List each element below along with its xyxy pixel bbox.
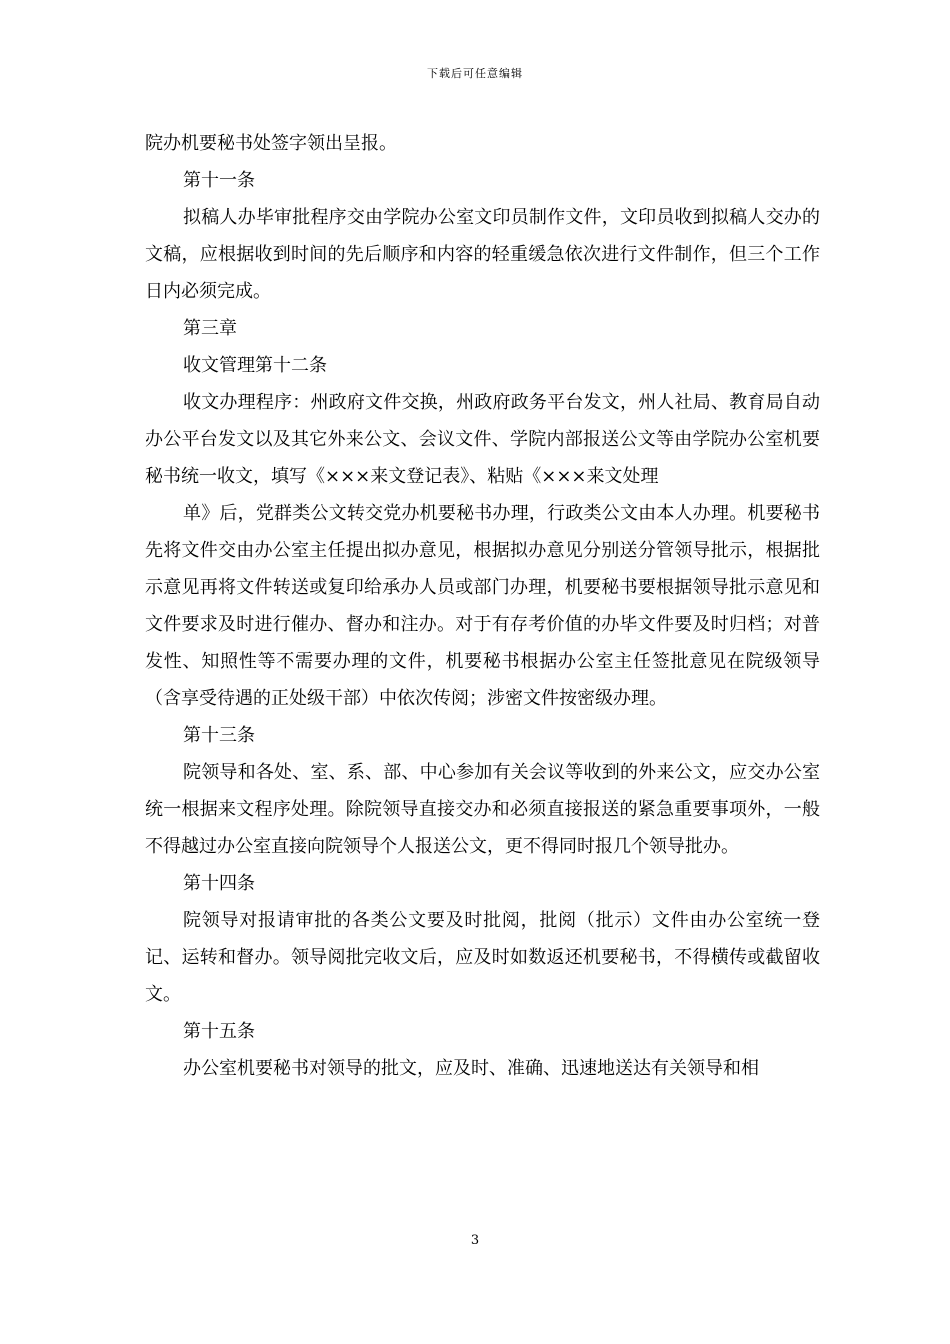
page-header: 下载后可任意编辑 [427, 67, 523, 80]
article-heading: 第十三条 [183, 725, 255, 746]
paragraph: 办公室机要秘书对领导的批文，应及时、准确、迅速地送达有关领导和相 [183, 1058, 759, 1079]
document-body [145, 125, 820, 1087]
paragraph: 院领导对报请审批的各类公文要及时批阅，批阅（批示）文件由办公室统一登记、运转和督办。领导阅批完收文后，应及时如数返还机要秘书，不得横传或截留收文。 [145, 910, 820, 1005]
article-heading: 第十四条 [183, 873, 255, 894]
paragraph: 院领导和各处、室、系、部、中心参加有关会议等收到的外来公文，应交办公室统一根据来文程序处理。除院领导直接交办和必须直接报送的紧急重要事项外，一般不得越过办公室直接向院领导个人报送公文，更不得同时报几个领导批办。 [145, 762, 820, 857]
paragraph: 收文办理程序：州政府文件交换，州政府政务平台发文，州人社局、教育局自动办公平台发文以及其它外来公文、会议文件、学院内部报送公文等由学院办公室机要秘书统一收文，填写《×××来文登记表》、粘贴《×××来文处理 [145, 392, 820, 487]
chapter-heading: 第三章 [183, 318, 237, 339]
paragraph: 单》后，党群类公文转交党办机要秘书办理，行政类公文由本人办理。机要秘书先将文件交由办公室主任提出拟办意见，根据拟办意见分别送分管领导批示，根据批示意见再将文件转送或复印给承办人员或部门办理，机要秘书要根据领导批示意见和文件要求及时进行催办、督办和注办。对于有存考价值的办毕文件要及时归档；对普发性、知照性等不需要办理的文件，机要秘书根据办公室主任签批意见在院级领导（含享受待遇的正处级干部）中依次传阅；涉密文件按密级办理。 [145, 503, 820, 709]
article-heading: 第十一条 [183, 170, 255, 191]
article-heading: 收文管理第十二条 [183, 355, 327, 376]
page-number: 3 [470, 1233, 480, 1248]
paragraph: 院办机要秘书处签字领出呈报。 [145, 133, 397, 154]
paragraph: 拟稿人办毕审批程序交由学院办公室文印员制作文件，文印员收到拟稿人交办的文稿，应根据收到时间的先后顺序和内容的轻重缓急依次进行文件制作，但三个工作日内必须完成。 [145, 207, 820, 302]
article-heading: 第十五条 [183, 1021, 255, 1042]
